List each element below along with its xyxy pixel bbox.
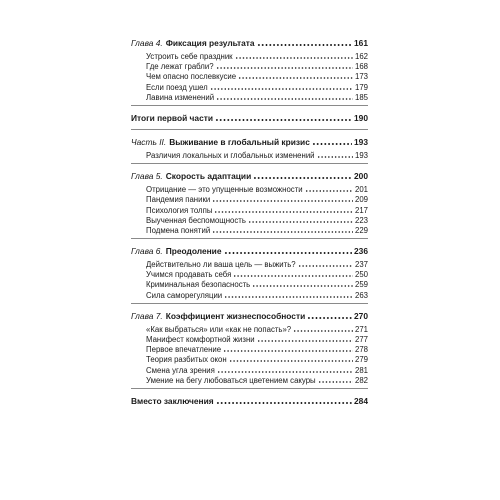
- toc-entry: [131, 61, 368, 71]
- dot-leader: [312, 137, 352, 145]
- toc-section: [131, 245, 368, 304]
- dot-leader: [233, 269, 353, 277]
- entry-title: Отрицание — это упущенные возможности: [146, 185, 303, 195]
- toc-entry: [131, 51, 368, 61]
- page-number: 271: [354, 324, 368, 334]
- toc-entry: [131, 344, 368, 354]
- toc-heading: [131, 170, 368, 182]
- dot-leader: [252, 279, 353, 287]
- toc-section: [131, 170, 368, 239]
- dot-leader: [212, 225, 353, 233]
- dot-leader: [235, 51, 353, 59]
- toc-entry: [131, 92, 368, 102]
- chapter-label: Глава 7.: [131, 310, 163, 321]
- heading-title: Преодоление: [165, 246, 222, 257]
- dot-leader: [215, 113, 352, 121]
- dot-leader: [216, 396, 352, 404]
- page-number: 278: [354, 345, 368, 355]
- chapter-label: Глава 6.: [131, 246, 163, 257]
- page-number: 200: [354, 171, 368, 182]
- page-number: 236: [354, 246, 368, 257]
- toc-entry: [131, 334, 368, 344]
- page-number: 161: [354, 38, 368, 48]
- toc-section: [131, 112, 368, 130]
- toc-heading: [131, 136, 368, 148]
- entry-title: Различия локальных и глобальных изменений: [146, 150, 315, 160]
- toc-entry: [131, 375, 368, 385]
- entry-title: Теория разбитых окон: [146, 355, 227, 365]
- entry-title: Чем опасно послевкусие: [146, 72, 237, 82]
- heading-title: Выживание в глобальный кризис: [169, 136, 310, 147]
- entry-title: Смена угла зрения: [146, 365, 215, 375]
- toc-entry: [131, 215, 368, 225]
- toc-heading: [131, 37, 368, 49]
- entry-title: Психология толпы: [146, 205, 213, 215]
- entry-title: Лавина изменений: [146, 92, 215, 102]
- dot-leader: [224, 246, 353, 254]
- toc-entry: [131, 279, 368, 289]
- entry-title: Сила саморегуляции: [146, 290, 223, 300]
- entry-title: «Как выбраться» или «как не попасть»?: [146, 324, 292, 334]
- toc-heading: [131, 310, 368, 322]
- entry-title: Учимся продавать себя: [146, 270, 232, 280]
- table-of-contents: [131, 37, 368, 418]
- dot-leader: [257, 38, 352, 46]
- dot-leader: [238, 71, 353, 79]
- entry-title: Умение на бегу любоваться цветением сакуры: [146, 375, 316, 385]
- page-number: 270: [354, 310, 368, 321]
- dot-leader: [212, 194, 353, 202]
- dot-leader: [317, 150, 353, 158]
- toc-section: [131, 395, 368, 412]
- page-number: 284: [354, 395, 368, 406]
- dot-leader: [224, 290, 353, 298]
- toc-entry: [131, 354, 368, 364]
- page-number: 282: [354, 375, 368, 385]
- heading-title: Скорость адаптации: [165, 171, 252, 182]
- entry-title: Первое впечатление: [146, 345, 222, 355]
- dot-leader: [214, 205, 353, 213]
- toc-entry: [131, 194, 368, 204]
- page-number: 217: [354, 205, 368, 215]
- toc-heading: [131, 395, 368, 407]
- chapter-label: Часть II.: [131, 136, 167, 147]
- toc-entry: [131, 225, 368, 235]
- toc-heading: [131, 245, 368, 257]
- toc-entry: [131, 150, 368, 160]
- heading-title: Коэффициент жизнеспособности: [165, 310, 306, 321]
- toc-entry: [131, 82, 368, 92]
- heading-title: Фиксация результата: [165, 38, 255, 48]
- toc-heading: [131, 112, 368, 124]
- dot-leader: [318, 375, 353, 383]
- entry-title: Манифест комфортной жизни: [146, 335, 255, 344]
- dot-leader: [229, 354, 353, 362]
- page-number: 279: [354, 355, 368, 365]
- page-number: 281: [354, 365, 368, 375]
- page-number: 168: [354, 62, 368, 72]
- page-number: 277: [354, 335, 368, 344]
- toc-section: [131, 37, 368, 106]
- dot-leader: [253, 171, 352, 179]
- entry-title: Если поезд ушел: [146, 82, 208, 92]
- page-number: 263: [354, 290, 368, 300]
- page-number: 237: [354, 260, 368, 270]
- entry-title: Криминальная безопасность: [146, 280, 251, 290]
- entry-title: Устроить себе праздник: [146, 52, 233, 61]
- page-number: 201: [354, 185, 368, 195]
- dot-leader: [248, 215, 353, 223]
- dot-leader: [216, 61, 353, 69]
- entry-title: Пандемия паники: [146, 195, 211, 205]
- toc-entry: [131, 205, 368, 215]
- page-number: 185: [354, 92, 368, 102]
- page-number: 190: [354, 112, 368, 123]
- entry-title: Действительно ли ваша цель — выжить?: [146, 260, 296, 270]
- toc-entry: [131, 269, 368, 279]
- toc-entry: [131, 290, 368, 300]
- entry-title: Подмена понятий: [146, 225, 211, 235]
- page-number: 209: [354, 195, 368, 205]
- chapter-label: Глава 4.: [131, 38, 163, 48]
- entry-title: Выученная беспомощность: [146, 215, 246, 225]
- heading-title: Вместо заключения: [131, 395, 214, 406]
- page-number: 223: [354, 215, 368, 225]
- toc-entry: [131, 71, 368, 81]
- page-number: 193: [354, 136, 368, 147]
- page-number: 259: [354, 280, 368, 290]
- dot-leader: [257, 334, 353, 342]
- toc-entry: [131, 259, 368, 269]
- dot-leader: [307, 311, 352, 319]
- chapter-label: Глава 5.: [131, 171, 163, 182]
- heading-title: Итоги первой части: [131, 112, 213, 123]
- toc-entry: [131, 184, 368, 194]
- dot-leader: [217, 365, 353, 373]
- dot-leader: [223, 344, 353, 352]
- page-number: 179: [354, 82, 368, 92]
- toc-section: [131, 310, 368, 389]
- toc-entry: [131, 324, 368, 334]
- toc-entry: [131, 365, 368, 375]
- page-number: 229: [354, 225, 368, 235]
- dot-leader: [216, 92, 353, 100]
- page-number: 250: [354, 270, 368, 280]
- page-number: 173: [354, 72, 368, 82]
- dot-leader: [305, 184, 353, 192]
- page-number: 193: [354, 150, 368, 160]
- toc-section: [131, 136, 368, 164]
- dot-leader: [210, 82, 353, 90]
- page-number: 162: [354, 52, 368, 61]
- dot-leader: [298, 259, 353, 267]
- dot-leader: [293, 324, 353, 332]
- entry-title: Где лежат грабли?: [146, 62, 214, 72]
